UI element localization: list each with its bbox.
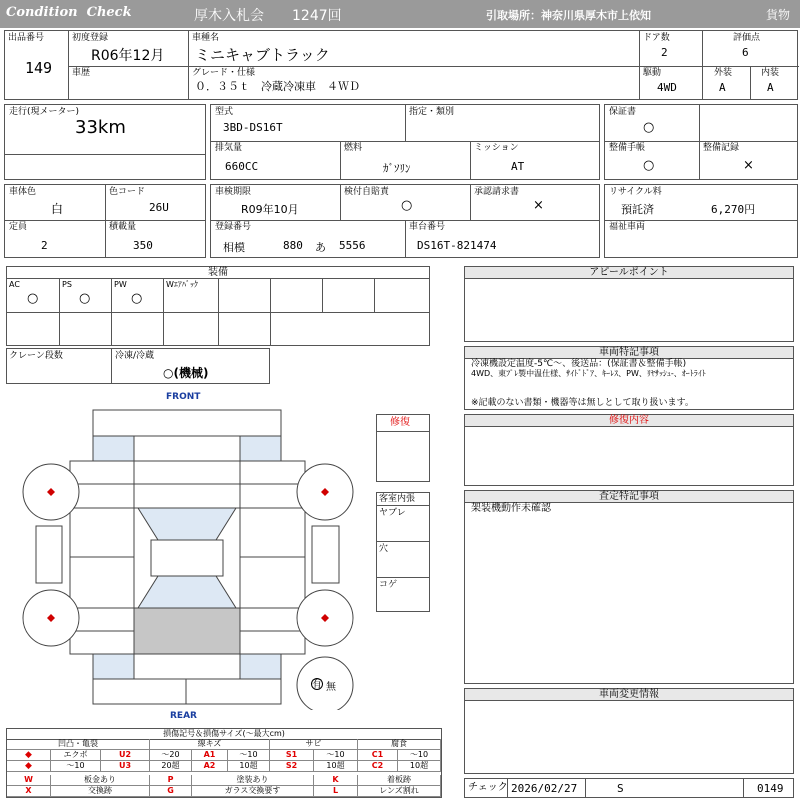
crane-label: クレーン段数 bbox=[9, 351, 63, 361]
mileage: 33km bbox=[75, 117, 126, 138]
legend-group-corrosion: 腐食 bbox=[358, 739, 441, 750]
inspection-label: 車検期限 bbox=[215, 187, 252, 197]
legend-r2-c3: 20超 bbox=[150, 761, 192, 772]
legend-r1-c3: 〜20 bbox=[150, 750, 192, 761]
insurance-label: 検付自賠責 bbox=[344, 187, 390, 197]
approval-label: 承認請求書 bbox=[474, 187, 520, 197]
vehicle-summary-box bbox=[4, 30, 798, 100]
legend-group-scratch: 線キズ bbox=[150, 739, 270, 750]
welfare-label: 福祉車両 bbox=[609, 222, 646, 232]
change-info-title: 車両変更情報 bbox=[465, 689, 793, 701]
cabin-tear-label: ヤブレ bbox=[379, 508, 406, 518]
header-left-title: Condition Check bbox=[6, 5, 132, 20]
displacement: 660CC bbox=[225, 160, 259, 173]
crane-freezer-box bbox=[6, 348, 270, 384]
legend-r1-c9: 〜10 bbox=[398, 750, 441, 761]
recycle-label: リサイクル料 bbox=[609, 187, 662, 197]
load-capacity: 350 bbox=[133, 239, 153, 252]
maintenance-book-label: 整備手帳 bbox=[609, 143, 646, 153]
cabin-lining-label: 客室内張 bbox=[379, 494, 416, 504]
legend-diamond: ◆ bbox=[7, 761, 51, 772]
legend-code-g: G bbox=[150, 786, 192, 797]
registration-kana: あ bbox=[315, 241, 326, 254]
warranty-mark: ○ bbox=[643, 120, 655, 135]
grade-label: グレード・仕様 bbox=[192, 68, 256, 78]
inspection-box bbox=[210, 184, 600, 258]
doors: 2 bbox=[661, 46, 668, 59]
mission: AT bbox=[511, 160, 525, 173]
change-info-box bbox=[464, 688, 794, 774]
maintenance-record-label: 整備記録 bbox=[703, 143, 740, 153]
interior-grade: A bbox=[767, 81, 774, 94]
repair-details-title: 修復内容 bbox=[465, 415, 793, 427]
first-registration-label: 初度登録 bbox=[72, 33, 109, 43]
repair-label: 修復 bbox=[390, 417, 410, 428]
documents-box bbox=[604, 104, 798, 180]
legend-diamond: ◆ bbox=[7, 750, 51, 761]
registration-number: 5556 bbox=[339, 239, 366, 252]
equipment-ps-mark: ○ bbox=[79, 291, 91, 306]
legend-r1-c4: A1 bbox=[192, 750, 228, 761]
insurance-mark: ○ bbox=[401, 198, 413, 213]
color-code-label: 色コード bbox=[109, 187, 146, 197]
equipment-pw-mark: ○ bbox=[131, 291, 143, 306]
legend-r1-c7: 〜10 bbox=[314, 750, 358, 761]
displacement-label: 排気量 bbox=[215, 143, 243, 153]
legend-r1-c2: U2 bbox=[101, 750, 150, 761]
doors-label: ドア数 bbox=[643, 33, 670, 43]
lot-number: 149 bbox=[25, 59, 53, 77]
registration-class: 880 bbox=[283, 239, 303, 252]
warranty-label: 保証書 bbox=[609, 107, 637, 117]
appeal-point-box bbox=[464, 266, 794, 342]
recycle-status: 預託済 bbox=[621, 203, 654, 216]
first-registration: R06年12月 bbox=[91, 48, 165, 64]
equipment-pw-label: PW bbox=[114, 280, 127, 289]
assessment-notes-box bbox=[464, 490, 794, 684]
recycle-box bbox=[604, 184, 798, 258]
equipment-ac-mark: ○ bbox=[27, 291, 39, 306]
front-label: FRONT bbox=[166, 392, 201, 402]
lot-number-label: 出品番号 bbox=[8, 33, 45, 43]
equipment-box bbox=[6, 266, 430, 346]
legend-code-w: W bbox=[7, 775, 51, 786]
exterior-label: 外装 bbox=[714, 68, 733, 78]
vehicle-category: 貨物 bbox=[766, 8, 791, 22]
color-capacity-box bbox=[4, 184, 206, 258]
legend-r1-c1: エクボ bbox=[51, 750, 101, 761]
maintenance-book-mark: ○ bbox=[643, 158, 655, 173]
vehicle-notes-line2: 4WD、東ﾌﾟﾚ製中温仕様、ｻｲﾄﾞﾄﾞｱ、ｷｰﾚｽ、PW、ﾘﾔｻｯｼｭ-、ｵｰﾄﾗｲﾄ bbox=[471, 369, 706, 378]
designation-label: 指定・類別 bbox=[409, 107, 455, 117]
pickup-location: 引取場所：神奈川県厚木市上依知 bbox=[486, 9, 651, 22]
check-date: 2026/02/27 bbox=[511, 782, 578, 795]
grade: ０．３５ｔ 冷蔵冷凍車 ４ＷＤ bbox=[195, 80, 360, 93]
chassis-label: 車台番号 bbox=[409, 222, 446, 232]
legend-group-rust: サビ bbox=[270, 739, 358, 750]
legend-r2-c6: S2 bbox=[270, 761, 314, 772]
legend-code-k: K bbox=[314, 775, 358, 786]
color-code: 26U bbox=[149, 201, 169, 214]
drive-label: 駆動 bbox=[643, 68, 662, 78]
legend-r1-c8: C1 bbox=[358, 750, 398, 761]
inspection-expiry: R09年10月 bbox=[241, 203, 299, 216]
approval-mark: × bbox=[533, 198, 544, 213]
legend-r2-c5: 10超 bbox=[228, 761, 270, 772]
legend-code-g-meaning: ガラス交換要す bbox=[192, 786, 314, 797]
car-body-diagram bbox=[0, 400, 380, 710]
legend-code-p-meaning: 塗装あり bbox=[192, 775, 314, 786]
assessment-notes-text: 架装機動作未確認 bbox=[471, 503, 551, 514]
freezer-label: 冷凍/冷蔵 bbox=[115, 351, 155, 361]
legend-code-k-meaning: 着板跡 bbox=[358, 775, 441, 786]
score-label: 評価点 bbox=[733, 33, 761, 43]
load-label: 積載量 bbox=[109, 222, 137, 232]
vehicle-notes-title: 車両特記事項 bbox=[465, 347, 793, 359]
legend-r2-c4: A2 bbox=[192, 761, 228, 772]
mission-label: ミッション bbox=[474, 143, 519, 153]
body-color: 白 bbox=[51, 202, 64, 216]
legend-code-l: L bbox=[314, 786, 358, 797]
exterior-grade: A bbox=[719, 81, 726, 94]
equipment-airbag-label: Wｴｱﾊﾞｯｸ bbox=[166, 280, 198, 289]
repair-mini-box bbox=[376, 414, 430, 482]
car-name: ミニキャブトラック bbox=[195, 46, 330, 64]
spec-box bbox=[210, 104, 600, 180]
legend-code-x: X bbox=[7, 786, 51, 797]
capacity: 2 bbox=[41, 239, 48, 252]
legend-r2-c8: C2 bbox=[358, 761, 398, 772]
assessment-notes-title: 査定特記事項 bbox=[465, 491, 793, 503]
cabin-hole-label: 穴 bbox=[379, 544, 389, 554]
vehicle-notes-box bbox=[464, 346, 794, 410]
session-number: 1247回 bbox=[292, 8, 342, 24]
check-label: チェック bbox=[468, 782, 508, 793]
presence-yes: 有 bbox=[312, 679, 322, 690]
drive: 4WD bbox=[657, 81, 677, 94]
rear-label: REAR bbox=[170, 711, 197, 721]
cabin-burn-label: コゲ bbox=[379, 580, 398, 590]
car-name-label: 車種名 bbox=[192, 33, 220, 43]
repair-details-box bbox=[464, 414, 794, 486]
model-code: 3BD-DS16T bbox=[223, 121, 283, 134]
check-number: 0149 bbox=[757, 782, 784, 795]
model-label: 型式 bbox=[215, 107, 234, 117]
mileage-box bbox=[4, 104, 206, 180]
legend-code-l-meaning: レンズ割れ bbox=[358, 786, 441, 797]
history-label: 車歴 bbox=[72, 68, 91, 78]
score: 6 bbox=[742, 46, 749, 59]
equipment-ps-label: PS bbox=[62, 280, 72, 289]
capacity-label: 定員 bbox=[9, 222, 28, 232]
interior-label: 内装 bbox=[761, 68, 780, 78]
freezer-value: ○(機械) bbox=[163, 366, 209, 380]
equipment-title: 装備 bbox=[7, 267, 429, 279]
body-color-label: 車体色 bbox=[9, 187, 37, 197]
registration-label: 登録番号 bbox=[215, 222, 252, 232]
legend-r1-c5: 〜10 bbox=[228, 750, 270, 761]
check-code: S bbox=[617, 782, 624, 795]
check-row bbox=[464, 778, 794, 798]
legend-title: 損傷記号＆損傷サイズ(〜最大cm) bbox=[7, 729, 441, 740]
cabin-lining-box bbox=[376, 492, 430, 612]
legend-r2-c1: 〜10 bbox=[51, 761, 101, 772]
legend-r2-c9: 10超 bbox=[398, 761, 441, 772]
fuel: ｶﾞｿﾘﾝ bbox=[383, 162, 411, 175]
legend-code-w-meaning: 板金あり bbox=[51, 775, 150, 786]
legend-r2-c2: U3 bbox=[101, 761, 150, 772]
maintenance-record-mark: × bbox=[743, 158, 754, 173]
vehicle-notes-line1: 冷凍機設定温度-5℃〜、後送品：(保証書＆整備手帳) bbox=[471, 359, 687, 369]
equipment-ac-label: AC bbox=[9, 280, 20, 289]
presence-no: 無 bbox=[326, 682, 336, 693]
recycle-amount: 6,270円 bbox=[711, 203, 756, 216]
legend-group-dent: 凹凸・亀裂 bbox=[7, 739, 150, 750]
mileage-label: 走行(現メーター) bbox=[9, 107, 80, 117]
auction-name: 厚木入札会 bbox=[194, 8, 264, 24]
appeal-point-title: アピールポイント bbox=[465, 267, 793, 279]
legend-code-p: P bbox=[150, 775, 192, 786]
registration-area: 相模 bbox=[223, 241, 245, 254]
legend-r2-c7: 10超 bbox=[314, 761, 358, 772]
damage-legend bbox=[6, 728, 442, 798]
legend-code-x-meaning: 交換跡 bbox=[51, 786, 150, 797]
legend-r1-c6: S1 bbox=[270, 750, 314, 761]
chassis-number: DS16T-821474 bbox=[417, 239, 497, 252]
vehicle-notes-line3: ※記載のない書類・機器等は無しとして取り扱います。 bbox=[471, 398, 694, 408]
fuel-label: 燃料 bbox=[344, 143, 363, 153]
